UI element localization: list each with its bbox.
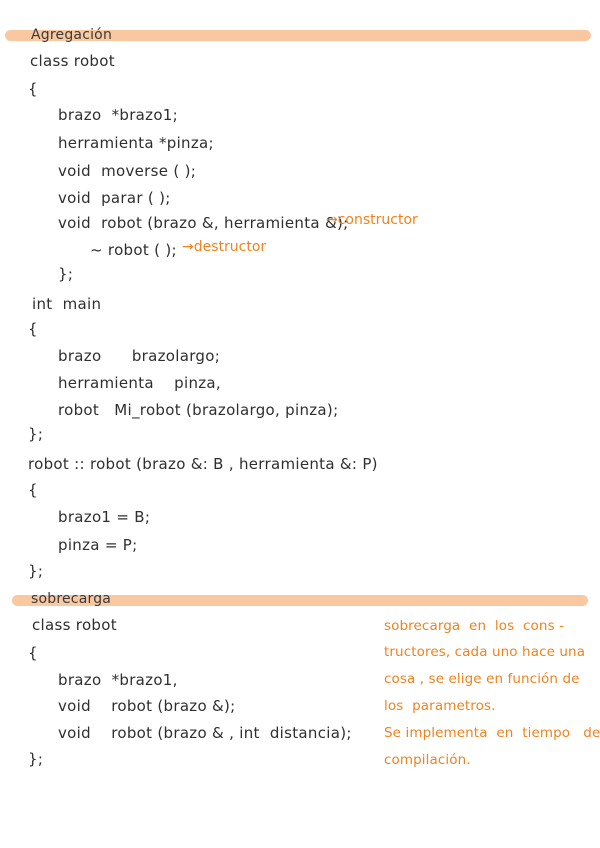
code-line-destructor: ~ robot ( ); (90, 241, 177, 259)
annotation-destructor: →destructor (182, 239, 267, 255)
side-note-line-4: los parametros. (384, 698, 496, 714)
code-line-brazolargo: brazo brazolargo; (58, 347, 221, 365)
code-line-class: class robot (30, 52, 115, 70)
code-line-robot-def: robot :: robot (brazo &: B , herramienta &: P) (28, 455, 378, 473)
code-line-def-close: }; (28, 562, 44, 580)
code-line-brazo: brazo *brazo1; (58, 106, 178, 124)
side-note-line-1: sobrecarga en los cons - (384, 618, 565, 634)
side-note-line-5: Se implementa en tiempo de (384, 725, 600, 741)
code-line-class-2: class robot (32, 616, 117, 634)
code-line-herramienta: herramienta *pinza; (58, 134, 214, 152)
side-note-line-6: compilación. (384, 752, 471, 768)
side-note-line-3: cosa , se elige en función de (384, 671, 580, 687)
code-line-main-open: { (28, 320, 38, 338)
code-line-pinza-decl: herramienta pinza, (58, 374, 221, 392)
code-line-constructor: void robot (brazo &, herramienta &); (58, 214, 349, 232)
code-line-main-close: }; (28, 425, 44, 443)
code-line-brazo1-assign: brazo1 = B; (58, 508, 151, 526)
code-line-brace-open-2: { (28, 644, 38, 662)
code-line-brace-open: { (28, 80, 38, 98)
code-line-brace-close-2: }; (28, 750, 44, 768)
code-line-parar: void parar ( ); (58, 189, 171, 207)
code-line-robot-overload-2: void robot (brazo & , int distancia); (58, 724, 352, 742)
code-line-mi-robot: robot Mi_robot (brazolargo, pinza); (58, 401, 339, 419)
code-line-class-close: }; (58, 265, 74, 283)
code-line-brazo-2: brazo *brazo1, (58, 671, 178, 689)
code-line-moverse: void moverse ( ); (58, 162, 197, 180)
code-line-def-open: { (28, 481, 38, 499)
annotation-constructor: →constructor (326, 212, 418, 228)
section-title-sobrecarga: sobrecarga (31, 591, 112, 607)
code-line-robot-overload-1: void robot (brazo &); (58, 697, 236, 715)
side-note-line-2: tructores, cada uno hace una (384, 644, 586, 660)
code-line-pinza-assign: pinza = P; (58, 536, 138, 554)
section-title-agregacion: Agregación (31, 27, 113, 43)
code-line-int-main: int main (32, 295, 102, 313)
